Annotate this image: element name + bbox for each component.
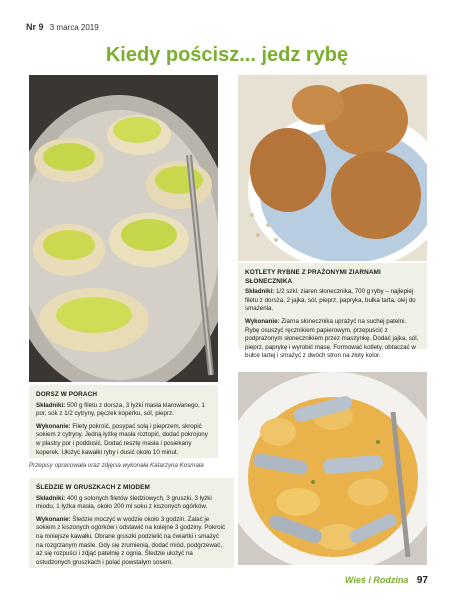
recipe-card-fish-cutlets bbox=[238, 263, 427, 360]
page-number: 97 bbox=[416, 575, 428, 586]
page-title: Kiedy pościsz... jedz rybę bbox=[105, 44, 349, 66]
recipe-card-cod-in-leeks bbox=[29, 385, 218, 458]
recipe-method: Wykonanie: Ziarna słonecznika uprażyć na suchej patelni. Rybę osuszyć ręcznikiem papierowym, przepuścić z podprażonym słonecznikiem przez maszynkę. Dodać jajka, sól, pieprz, paprykę i wyrobić masę. Formować kotlety, obtaczać w bułce tartej i smażyć z dwóch stron na złoty kolor. bbox=[245, 317, 419, 360]
recipe-title: ŚLEDZIE W GRUSZKACH Z MIODEM bbox=[36, 484, 150, 491]
recipe-ingredients: Składniki: 500 g filetu z dorsza, 3 łyżki masła klarowanego, 1 por, sok z 1/2 cytryny, pęczek koperku, sól, pieprz. bbox=[36, 401, 205, 418]
page-header bbox=[26, 22, 99, 32]
photo-herring-with-pears bbox=[238, 372, 427, 565]
recipe-method: Wykonanie: Filety pokroić, posypać solą i pieprzem, skropić sokiem z cytryny. Jedną łyżkę masła roztopić, dodać pokrojony w plastry por i poddusić. Dodać resztę masła i posiekany koperek. Ułożyć kawałki ryby i dusić około 10 minut. bbox=[36, 422, 208, 456]
recipe-title: KOTLETY RYBNE Z PRAŻONYMI ZIARNAMI SŁONECZNIKA bbox=[245, 269, 381, 285]
recipe-method: Wykonanie: Śledzie moczyć w wodzie około 3 godzin. Zalać je sokiem z kiszonych ogórków i odstawić na kolejne 3 godziny. Pokroić na mniejsze kawałki. Obrane gruszki podzielić na ćwiartki i smażyć na rozgrzanym maśle. Gdy się zrumienią, dodać miód, podgrzewać, aż się rozpuści i zdjąć patelnię z ognia. Śledzie ułożyć na ostudzonych gruszkach i polać powstałym sosem. bbox=[36, 515, 226, 566]
issue-number: Nr 9 bbox=[26, 22, 44, 32]
recipe-ingredients: Składniki: 400 g solonych filetów śledziowych, 3 gruszki, 3 łyżki miodu, 1 łyżka masła, około 200 ml soku z kiszonych ogórków. bbox=[36, 494, 212, 511]
recipe-card-herring-in-pears bbox=[29, 478, 234, 568]
recipe-title: DORSZ W PORACH bbox=[36, 391, 98, 398]
recipe-credit: Przepisy opracowała oraz zdjęcia wykonała Katarzyna Kosmala bbox=[29, 462, 204, 469]
recipe-ingredients: Składniki: 1/2 szkl. ziaren słonecznika, 700 g ryby – najlepiej filetu z dorsza, 2 jajka, sól, pieprz, papryka, bułka tarta, olej do smażenia. bbox=[245, 288, 416, 313]
page-footer bbox=[345, 575, 428, 586]
issue-date: 3 marca 2019 bbox=[49, 23, 99, 32]
photo-cod-with-leeks bbox=[29, 75, 218, 382]
magazine-brand: Wieś i Rodzina bbox=[344, 575, 409, 585]
photo-fish-cutlets bbox=[238, 75, 427, 261]
